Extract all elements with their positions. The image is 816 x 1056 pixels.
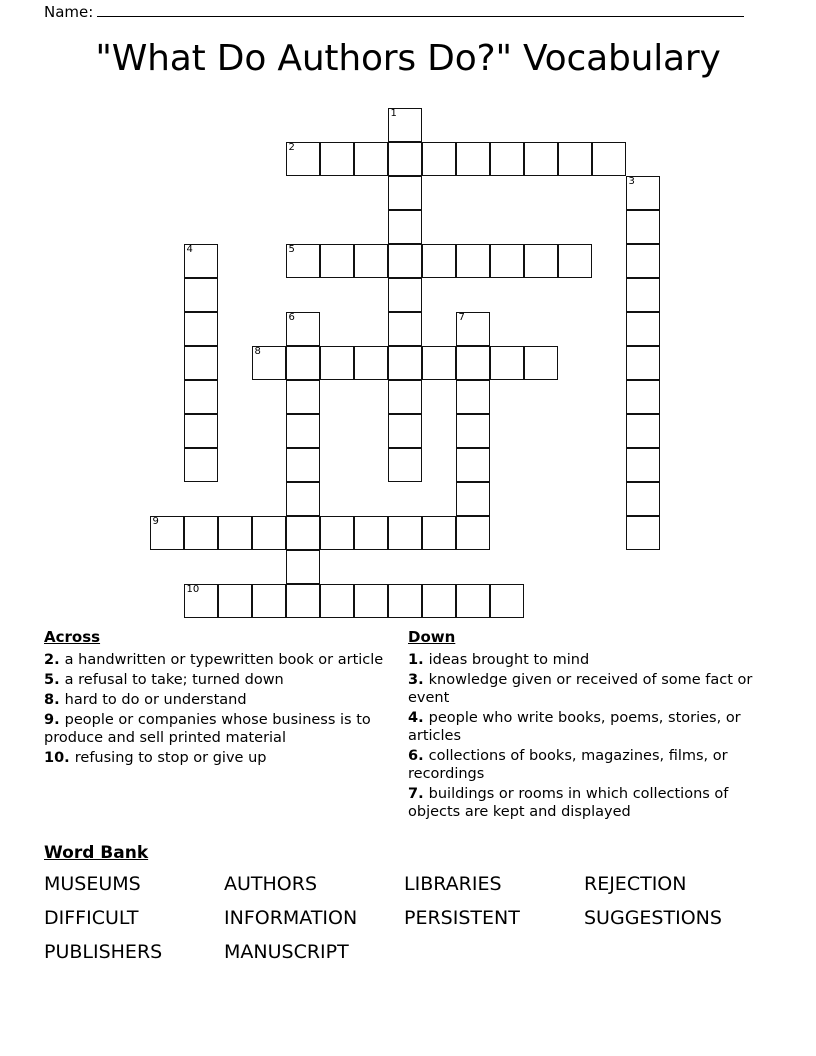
crossword-cell[interactable] (490, 244, 524, 278)
cell-number: 5 (288, 244, 295, 255)
word-bank-heading: Word Bank (44, 843, 149, 863)
crossword-cell[interactable] (184, 278, 218, 312)
across-heading: Across (44, 628, 101, 646)
crossword-cell[interactable] (388, 516, 422, 550)
across-clue-5 (44, 671, 384, 689)
crossword-cell[interactable] (626, 380, 660, 414)
down-clue-6 (408, 747, 756, 783)
crossword-cell[interactable] (388, 278, 422, 312)
cell-number: 3 (628, 176, 635, 187)
crossword-cell[interactable] (456, 244, 490, 278)
crossword-cell[interactable] (558, 244, 592, 278)
crossword-cell[interactable] (184, 448, 218, 482)
crossword-cell[interactable] (354, 584, 388, 618)
crossword-cell[interactable] (320, 584, 354, 618)
down-clue-7 (408, 785, 756, 821)
crossword-cell[interactable] (456, 414, 490, 448)
crossword-cell[interactable] (456, 448, 490, 482)
crossword-cell[interactable] (422, 516, 456, 550)
page-title: "What Do Authors Do?" Vocabulary (95, 38, 721, 79)
word-bank-word: INFORMATION (224, 907, 358, 929)
crossword-cell[interactable] (286, 584, 320, 618)
crossword-cell[interactable] (388, 176, 422, 210)
crossword-cell[interactable] (354, 244, 388, 278)
crossword-cell[interactable] (252, 584, 286, 618)
crossword-cell[interactable] (626, 516, 660, 550)
across-clue-8 (44, 691, 384, 709)
crossword-cell[interactable] (388, 142, 422, 176)
crossword-cell[interactable] (252, 516, 286, 550)
cell-number: 7 (458, 312, 465, 323)
crossword-cell[interactable] (388, 312, 422, 346)
crossword-cell[interactable] (626, 414, 660, 448)
clue-text: a refusal to take; turned down (64, 672, 284, 688)
crossword-cell[interactable] (388, 210, 422, 244)
crossword-cell[interactable] (592, 142, 626, 176)
clue-number: 9. (44, 712, 65, 728)
crossword-cell[interactable] (388, 380, 422, 414)
crossword-cell[interactable] (456, 312, 490, 346)
word-bank-grid (44, 870, 774, 967)
crossword-cell[interactable] (490, 346, 524, 380)
crossword-cell[interactable] (184, 346, 218, 380)
crossword-cell[interactable] (184, 414, 218, 448)
cell-number: 4 (186, 244, 193, 255)
clue-number: 10. (44, 750, 75, 766)
crossword-cell[interactable] (184, 244, 218, 278)
down-heading: Down (408, 628, 456, 646)
crossword-cell[interactable] (626, 210, 660, 244)
cell-number: 1 (390, 108, 397, 119)
crossword-cell[interactable] (456, 516, 490, 550)
crossword-cell[interactable] (286, 516, 320, 550)
clue-text: a handwritten or typewritten book or article (64, 652, 384, 668)
crossword-cell[interactable] (218, 516, 252, 550)
crossword-cell[interactable] (456, 380, 490, 414)
crossword-cell[interactable] (388, 584, 422, 618)
clue-text: ideas brought to mind (428, 652, 590, 668)
crossword-cell[interactable] (558, 142, 592, 176)
crossword-cell[interactable] (320, 516, 354, 550)
crossword-cell[interactable] (320, 244, 354, 278)
crossword-cell[interactable] (150, 516, 184, 550)
clue-text: refusing to stop or give up (74, 750, 267, 766)
crossword-cell[interactable] (388, 108, 422, 142)
crossword-cell[interactable] (524, 142, 558, 176)
clue-number: 8. (44, 692, 65, 708)
crossword-cell[interactable] (354, 346, 388, 380)
down-clue-1 (408, 651, 756, 669)
crossword-cell[interactable] (422, 584, 456, 618)
word-bank-word: MUSEUMS (44, 873, 141, 895)
crossword-cell[interactable] (456, 346, 490, 380)
cell-number: 9 (152, 516, 159, 527)
crossword-cell[interactable] (388, 414, 422, 448)
crossword-cell[interactable] (626, 176, 660, 210)
across-clue-10 (44, 749, 384, 767)
crossword-cell[interactable] (184, 380, 218, 414)
clue-text: people who write books, poems, stories, or articles (408, 710, 741, 744)
crossword-cell[interactable] (524, 346, 558, 380)
crossword-cell[interactable] (286, 448, 320, 482)
crossword-cell[interactable] (626, 448, 660, 482)
crossword-cell[interactable] (422, 244, 456, 278)
word-bank-word: DIFFICULT (44, 907, 139, 929)
across-clue-list (44, 651, 384, 767)
clue-number: 1. (408, 652, 429, 668)
crossword-cell[interactable] (626, 482, 660, 516)
crossword-cell[interactable] (286, 346, 320, 380)
word-bank-word: REJECTION (584, 873, 687, 895)
crossword-cell[interactable] (422, 142, 456, 176)
crossword-cell[interactable] (218, 584, 252, 618)
down-clue-4 (408, 709, 756, 745)
crossword-cell[interactable] (354, 142, 388, 176)
word-bank-word: SUGGESTIONS (584, 907, 722, 929)
clue-number: 4. (408, 710, 429, 726)
down-clue-list (408, 651, 756, 821)
word-bank-empty-slot (584, 938, 764, 967)
crossword-cell[interactable] (626, 312, 660, 346)
crossword-cell[interactable] (524, 244, 558, 278)
clue-text: buildings or rooms in which collections of objects are kept and displayed (408, 786, 729, 820)
crossword-cell[interactable] (490, 584, 524, 618)
clue-number: 5. (44, 672, 65, 688)
down-clue-3 (408, 671, 756, 707)
crossword-cell[interactable] (320, 346, 354, 380)
cell-number: 8 (254, 346, 261, 357)
crossword-cell[interactable] (388, 346, 422, 380)
crossword-cell[interactable] (286, 414, 320, 448)
cell-number: 2 (288, 142, 295, 153)
crossword-cell[interactable] (286, 380, 320, 414)
word-bank-empty-slot (404, 938, 584, 967)
crossword-cell[interactable] (626, 244, 660, 278)
clue-number: 2. (44, 652, 65, 668)
word-bank-section (44, 843, 774, 967)
name-label: Name: (44, 3, 94, 21)
crossword-cell[interactable] (184, 584, 218, 618)
word-bank-word: AUTHORS (224, 873, 318, 895)
crossword-cell[interactable] (286, 482, 320, 516)
cell-number: 10 (186, 584, 200, 595)
crossword-cell[interactable] (320, 142, 354, 176)
crossword-cell[interactable] (626, 346, 660, 380)
word-bank-word: PUBLISHERS (44, 941, 163, 963)
clues-section (0, 628, 816, 838)
clue-number: 6. (408, 748, 429, 764)
crossword-cell[interactable] (184, 312, 218, 346)
crossword-cell[interactable] (286, 142, 320, 176)
clue-number: 3. (408, 672, 429, 688)
crossword-cell[interactable] (388, 448, 422, 482)
clue-text: knowledge given or received of some fact or event (408, 672, 753, 706)
crossword-cell[interactable] (626, 278, 660, 312)
crossword-cell[interactable] (456, 142, 490, 176)
across-clue-2 (44, 651, 384, 669)
clue-text: collections of books, magazines, films, or recordings (408, 748, 728, 782)
crossword-cell[interactable] (354, 516, 388, 550)
crossword-cell[interactable] (286, 312, 320, 346)
word-bank-word: PERSISTENT (404, 907, 520, 929)
across-clues-column (44, 628, 384, 769)
crossword-cell[interactable] (456, 482, 490, 516)
word-bank-word: LIBRARIES (404, 873, 502, 895)
clue-text: people or companies whose business is to produce and sell printed material (44, 712, 371, 746)
crossword-cell[interactable] (286, 550, 320, 584)
crossword-cell[interactable] (184, 516, 218, 550)
crossword-cell[interactable] (388, 244, 422, 278)
clue-number: 7. (408, 786, 429, 802)
crossword-cell[interactable] (456, 584, 490, 618)
crossword-cell[interactable] (422, 346, 456, 380)
crossword-cell[interactable] (490, 142, 524, 176)
crossword-cell[interactable] (286, 244, 320, 278)
clue-text: hard to do or understand (64, 692, 247, 708)
down-clues-column (408, 628, 756, 823)
word-bank-word: MANUSCRIPT (224, 941, 349, 963)
crossword-cell[interactable] (252, 346, 286, 380)
across-clue-9 (44, 711, 384, 747)
cell-number: 6 (288, 312, 295, 323)
